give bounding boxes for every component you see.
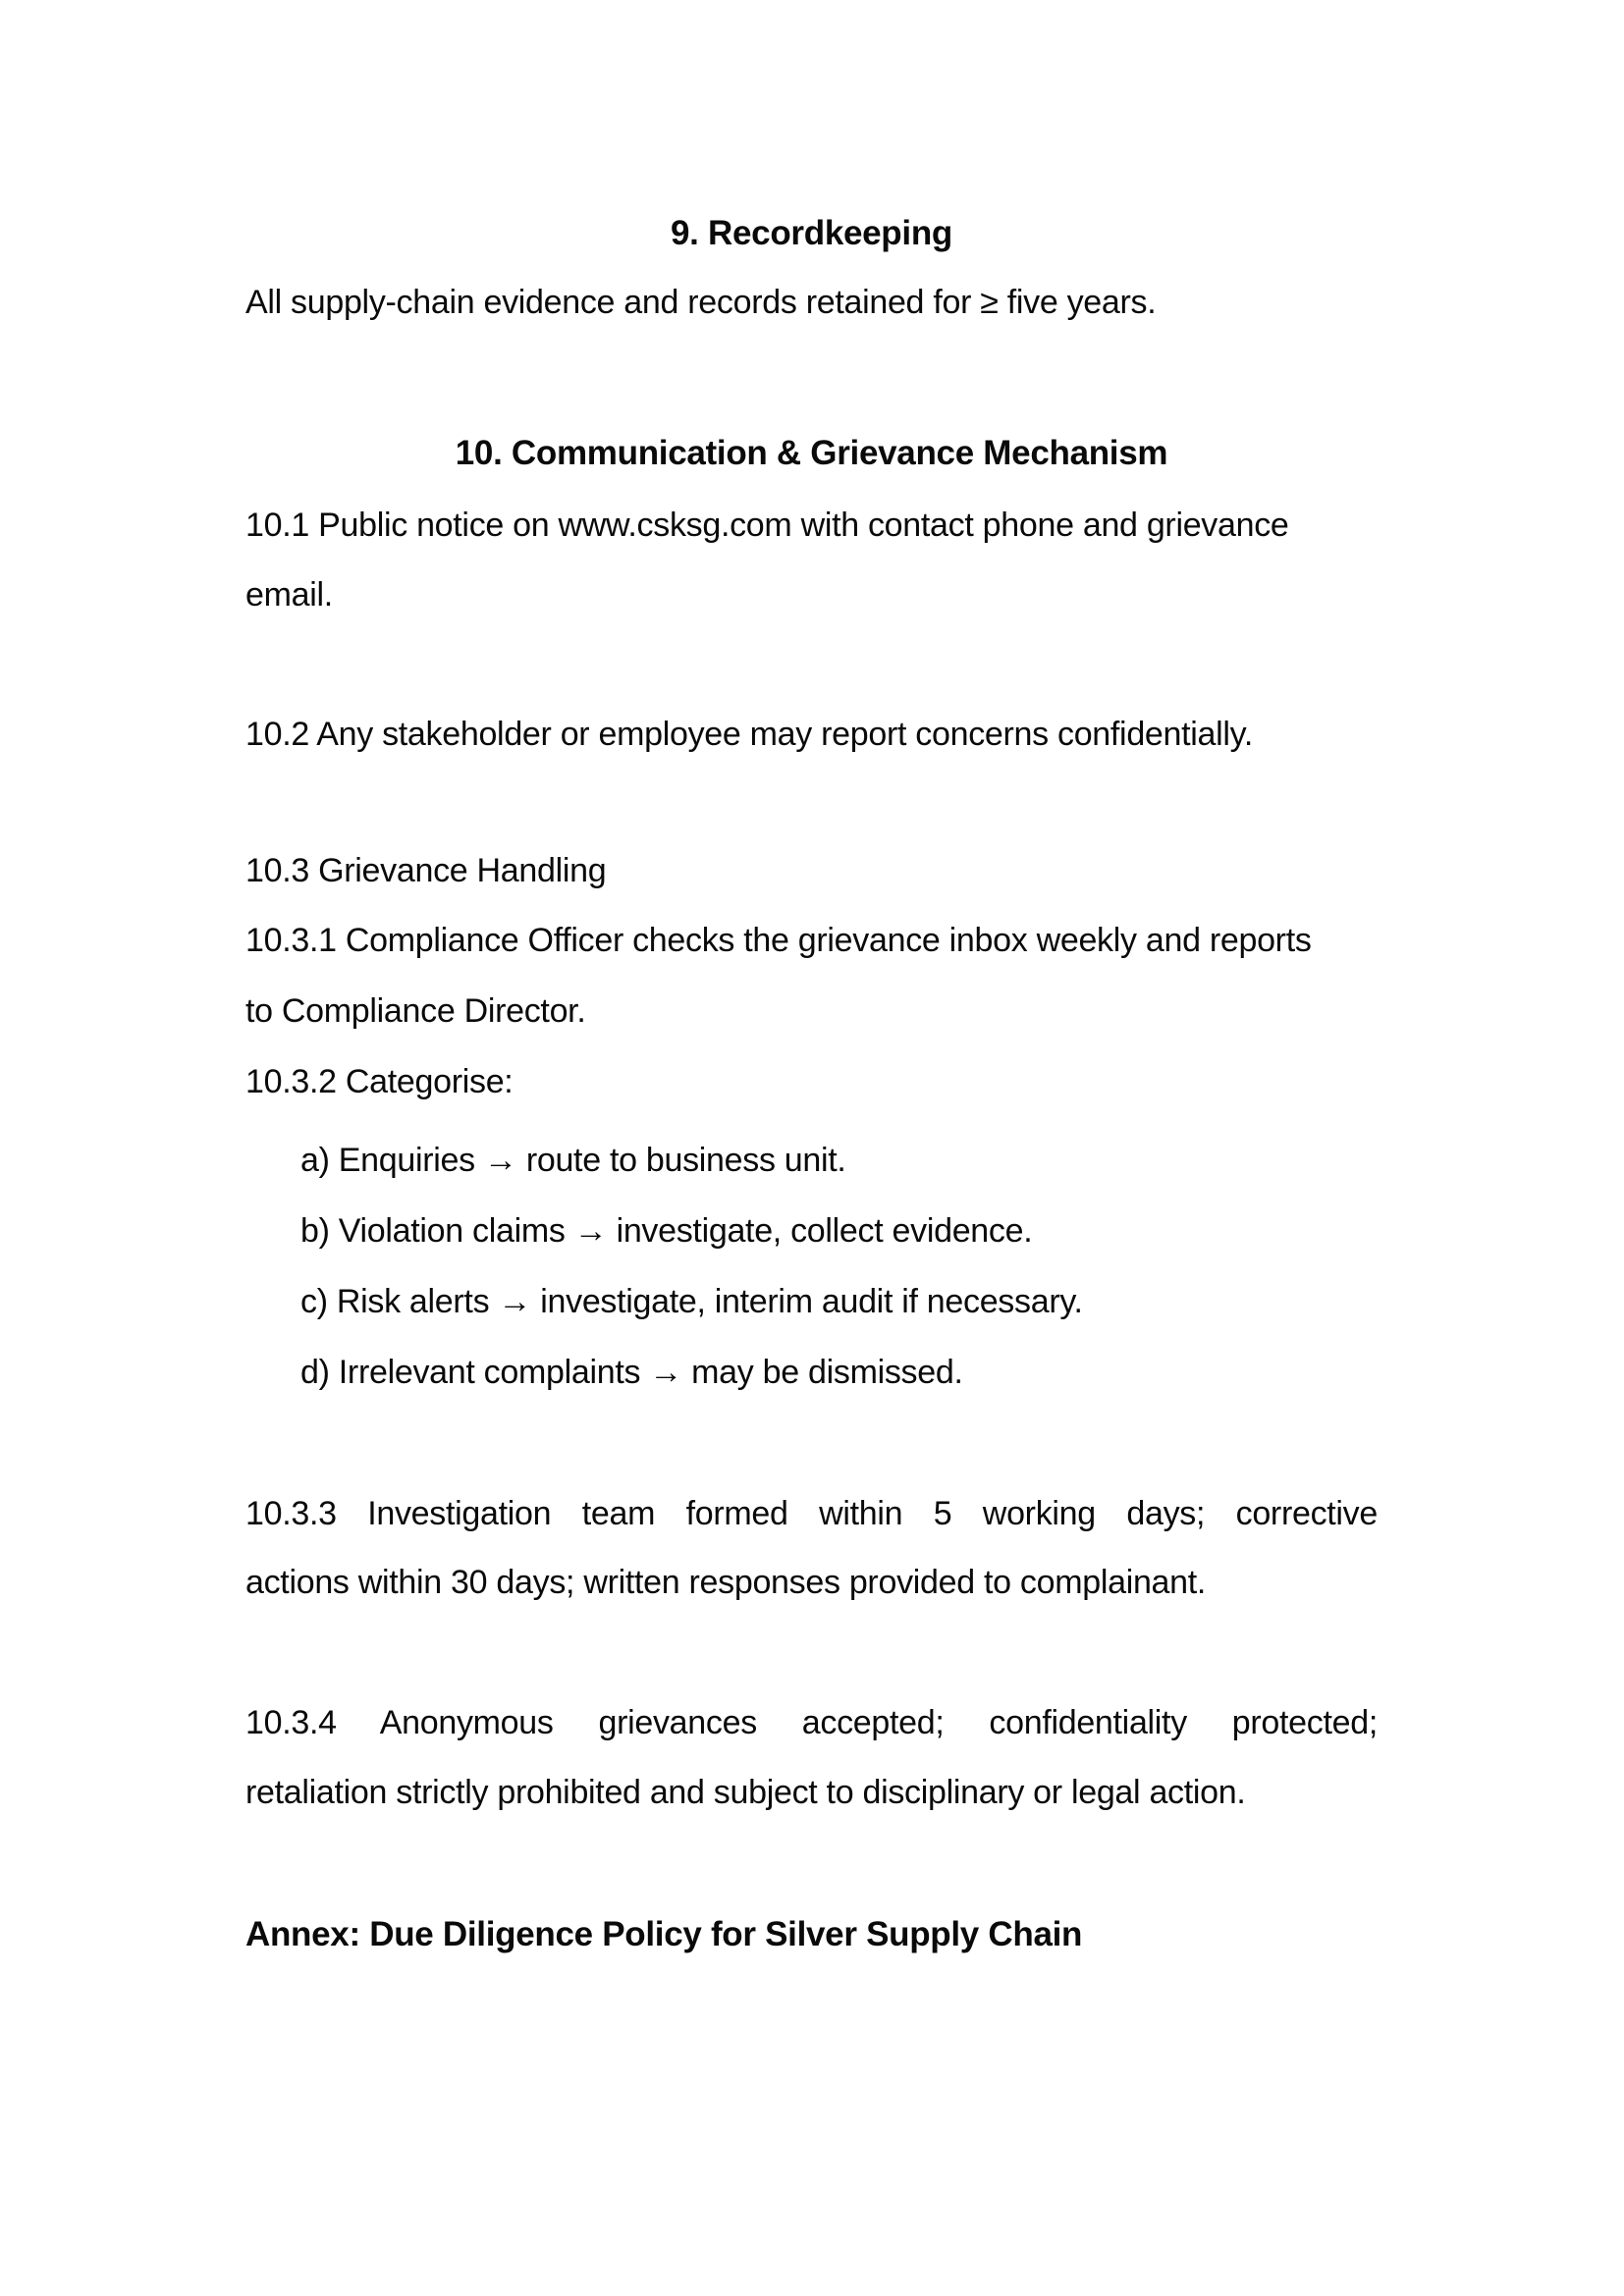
para-10-3-heading: 10.3 Grievance Handling [245,852,607,889]
section-9-heading: 9. Recordkeeping [671,214,952,252]
para-10-2: 10.2 Any stakeholder or employee may report concerns confidentially. [245,716,1253,753]
para-10-3-4-line2: retaliation strictly prohibited and subject to disciplinary or legal action. [245,1774,1246,1811]
para-10-3-3-line1: 10.3.3 Investigation team formed within 5 working days; corrective [245,1495,1378,1532]
list-item-d: d) Irrelevant complaints → may be dismissed. [300,1354,963,1391]
para-10-3-2: 10.3.2 Categorise: [245,1063,514,1100]
para-records-retention: All supply-chain evidence and records retained for ≥ five years. [245,284,1157,321]
section-10-heading: 10. Communication & Grievance Mechanism [455,434,1168,472]
para-10-3-3-line2: actions within 30 days; written responses provided to complainant. [245,1564,1207,1601]
para-10-1-line2: email. [245,576,333,614]
para-10-1-line1: 10.1 Public notice on www.csksg.com with contact phone and grievance [245,507,1289,544]
para-10-3-1-line1: 10.3.1 Compliance Officer checks the grievance inbox weekly and reports [245,922,1312,959]
annex-heading: Annex: Due Diligence Policy for Silver Supply Chain [245,1915,1083,1953]
list-item-b: b) Violation claims → investigate, collect evidence. [300,1212,1033,1250]
list-item-a: a) Enquiries → route to business unit. [300,1142,846,1179]
para-10-3-4-line1: 10.3.4 Anonymous grievances accepted; confidentiality protected; [245,1704,1378,1741]
para-10-3-1-line2: to Compliance Director. [245,992,586,1030]
list-item-c: c) Risk alerts → investigate, interim audit if necessary. [300,1283,1083,1320]
